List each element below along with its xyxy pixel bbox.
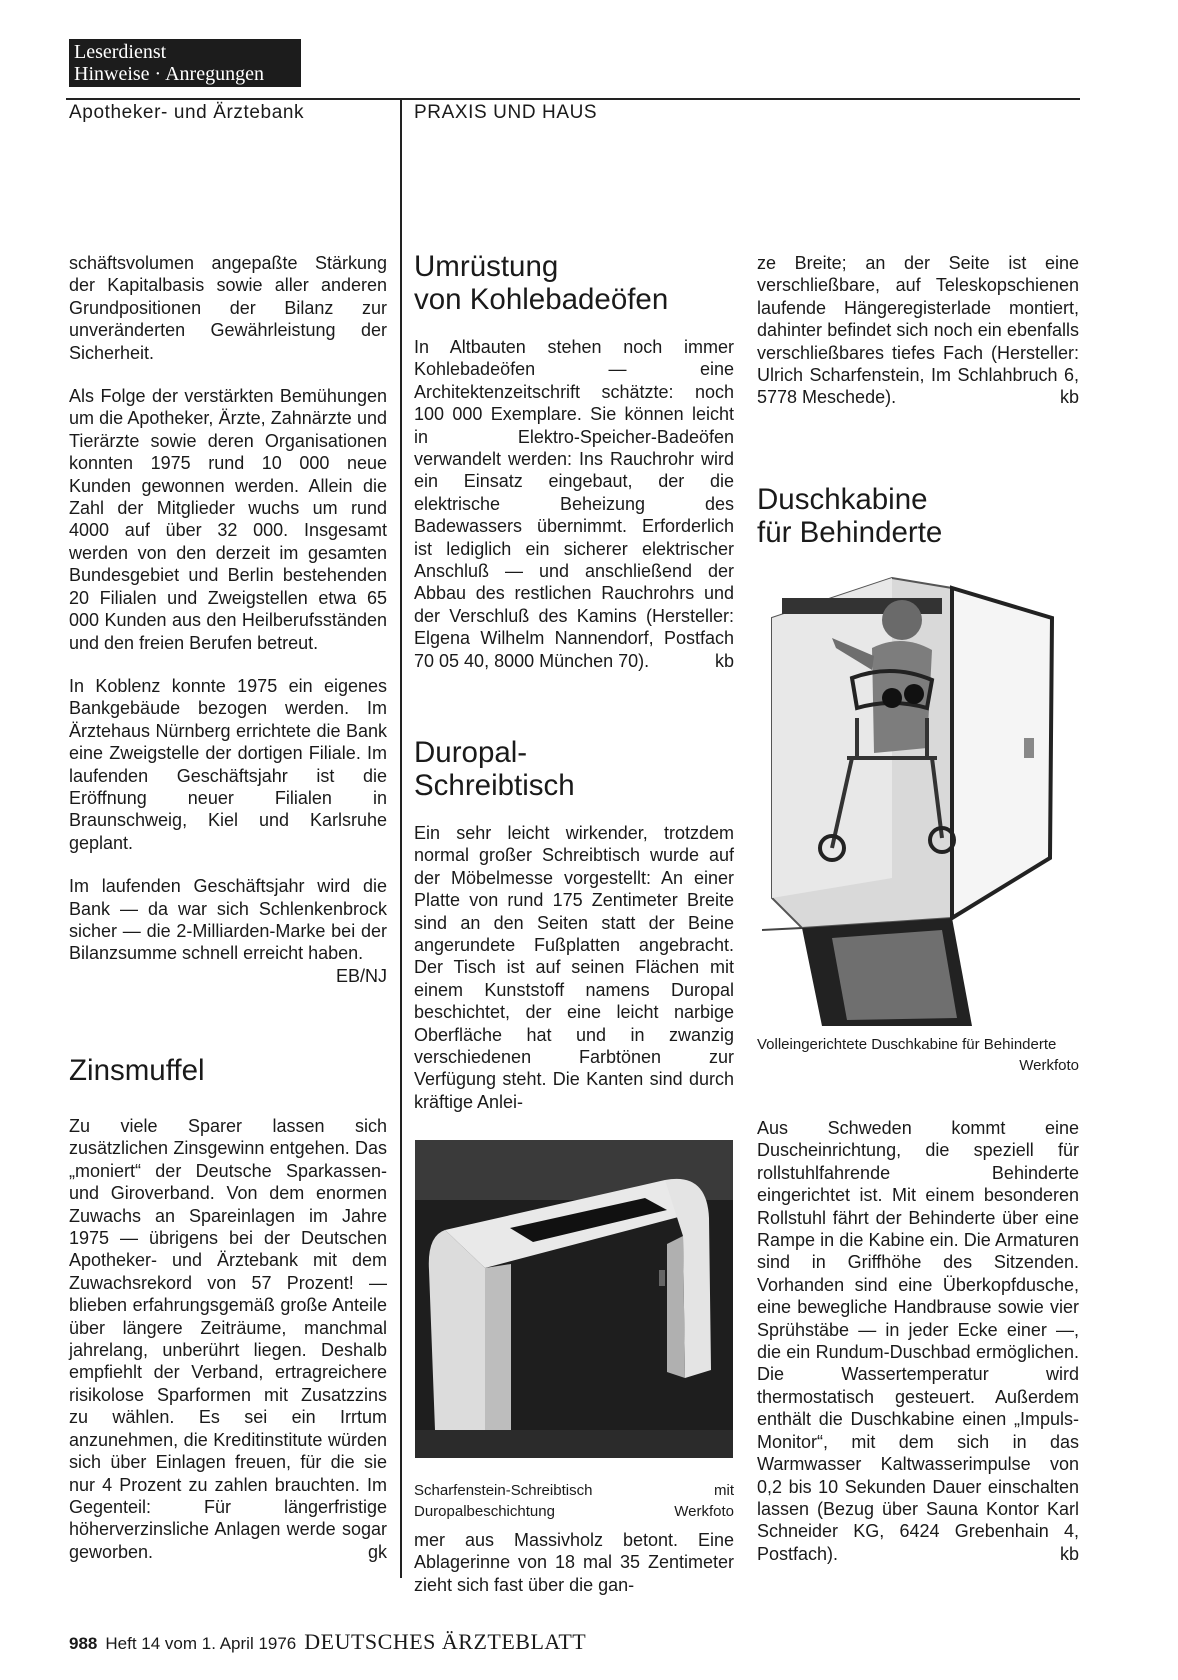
paragraph: [414, 336, 734, 672]
paragraph: [757, 1117, 1079, 1565]
paragraph: schäftsvolumen angepaßte Stärkung der Kapitalbasis sowie aller anderen Grundpositionen der Bilanz zur unveränderten Gewährleistung der Sicherheit.: [69, 253, 387, 363]
paragraph: In Koblenz konnte 1975 ein eigenes Bankgebäude bezogen werden. Im Ärztehaus Nürnberg errichtete die Bank eine Zweigstelle der dortigen Filiale. Im laufenden Geschäftsjahr ist die Eröffnung neuer Filialen in Braunschweig, Kiel und Karlsruhe geplant.: [69, 675, 387, 853]
bank-article-continued: [69, 252, 387, 987]
zinsmuffel-heading: [69, 1054, 387, 1087]
desk-photo-caption: [414, 1480, 734, 1522]
article-heading: Zinsmuffel: [69, 1054, 205, 1087]
paragraph: Als Folge der verstärkten Bemühungen um die Apotheker, Ärzte, Zahnärzte und Tierärzte sowie deren Organisationen konnten 1975 rund 10 000 neue Kunden gewonnen werden. Allein die Zahl der Mitglieder wuchs um rund 4000 auf über 32 000. Insgesamt werden von den derzeit im gesamten Bundesgebiet und Berlin bestehenden 20 Filialen und Zweigstellen etwa 65 000 Kunden aus den Heilberufsständen und den freien Berufen betreut.: [69, 386, 387, 653]
author-signature: kb: [714, 650, 734, 671]
caption-text: Volleingerichtete Duschkabine für Behinderte: [757, 1036, 1057, 1053]
rubric-left: Apotheker- und Ärztebank: [69, 102, 305, 123]
section-tag-line2: Hinweise · Anregungen: [74, 63, 264, 85]
author-signature: kb: [1059, 1543, 1079, 1564]
desk-photo: [415, 1140, 733, 1458]
umruestung-heading: [414, 250, 744, 316]
author-signature: EB/NJ: [335, 965, 387, 986]
photo-credit: Werkfoto: [674, 1503, 734, 1520]
caption-text: Scharfenstein-Schreibtisch mit Duropalbeschichtung: [414, 1482, 734, 1520]
heading-line: Duschkabine: [757, 483, 928, 516]
paragraph-text: Im laufenden Geschäftsjahr wird die Bank — da war sich Schlenkenbrock sicher — die 2-Milliarden-Marke bei der Bilanzsumme schnell erreicht haben.: [69, 876, 387, 964]
paragraph-text: Zu viele Sparer lassen sich zusätzlichen Zinsgewinn entgehen. Das „moniert“ der Deutsche Sparkassen- und Giroverband. Von dem enormen Zuwachs an Spareinlagen im Jahre 1975 — übrigens bei der Deutschen Apotheker- und Ärztebank mit dem Zuwachsrekord von 57 Prozent! — blieben erfahrungsgemäß große Anteile über längere Zeiträume, manchmal jahrelang, unberührt liegen. Deshalb empfiehlt der Verband, ertragreichere risikolose Sparformen mit Zusatzzins zu wählen. Es sei ein Irrtum anzunehmen, die Kreditinstitute würden sich über Einlagen freuen, für die sie nur 4 Prozent zu zahlen brauchten. Im Gegenteil: Für längerfristige höherverzinsliche Anlagen werde sogar geworben.: [69, 1116, 387, 1562]
paragraph-text: Aus Schweden kommt eine Duscheinrichtung, die speziell für rollstuhlfahrende Behinderte eingerichtet ist. Mit einem besonderen Rollstuhl fährt der Behinderte über eine Rampe in die Kabine ein. Die Armaturen sind in Griffhöhe des Sitzenden. Vorhanden sind eine Überkopfdusche, eine bewegliche Handbrause sowie vier Sprühstäbe — in jeder Ecke einer —, die ein Rundum-Duschbad ermöglichen. Die Wassertemperatur wird thermostatisch gesteuert. Außerdem enthält die Duschkabine einen „Impuls-Monitor“, mit dem sich in das Warmwasser Kaltwasserimpulse von 0,2 bis 10 Sekunden Dauer einschalten lassen (Bezug über Sauna Kontor Karl Schneider KG, 6424 Grebenhain 4, Postfach).: [757, 1118, 1079, 1564]
magazine-name: DEUTSCHES ÄRZTEBLATT: [304, 1629, 587, 1654]
page-number: 988: [69, 1634, 98, 1653]
heading-line: Umrüstung: [414, 250, 559, 283]
paragraph-text: In Altbauten stehen noch immer Kohlebadeöfen — eine Architektenzeitschrift schätzte: noch 100 000 Exemplare. Sie können leicht in Elektro-Speicher-Badeöfen verwandelt werden: Ins Rauchrohr wird ein Einsatz eingebaut, der die elektrische Beheizung des Badewassers übernimmt. Erforderlich ist lediglich ein sicherer elektrischer Anschluß — und anschließend der Abbau des restlichen Rauchrohrs und der Verschluß des Kamins (Hersteller: Elgena Wilhelm Nannendorf, Postfach 70 05 40, 8000 München 70).: [414, 337, 734, 671]
duschkabine-article: [757, 1117, 1079, 1565]
umruestung-article: [414, 336, 734, 672]
issue-info: Heft 14 vom 1. April 1976: [105, 1634, 297, 1653]
heading-line: Duropal-: [414, 736, 528, 769]
paragraph: [757, 252, 1079, 409]
zinsmuffel-article: [69, 1115, 387, 1563]
shower-photo-caption: [757, 1034, 1079, 1076]
heading-line: für Behinderte: [757, 516, 943, 549]
section-tag-line1: Leserdienst: [74, 41, 167, 63]
paragraph: mer aus Massivholz betont. Eine Ablagerinne von 18 mal 35 Zentimeter zieht sich fast über die gan-: [414, 1530, 734, 1595]
heading-line: von Kohlebadeöfen: [414, 283, 669, 316]
page-footer: [69, 1629, 586, 1655]
paragraph: [69, 875, 387, 986]
duropal-article: [414, 822, 734, 1113]
column-divider: [400, 98, 402, 1578]
rubric-right: PRAXIS UND HAUS: [414, 102, 598, 123]
duropal-article-end: [757, 252, 1079, 409]
paragraph: [69, 1115, 387, 1563]
photo-credit: Werkfoto: [1019, 1057, 1079, 1074]
duropal-heading: [414, 736, 744, 802]
duropal-article-continued: [414, 1529, 734, 1596]
shower-cabin-photo: [762, 558, 1062, 1026]
top-rule: [66, 98, 1080, 100]
paragraph-text: ze Breite; an der Seite ist eine verschließbare, auf Teleskopschienen laufende Hängeregisterlade montiert, dahinter befindet sich noch ein ebenfalls verschließbares tiefes Fach (Hersteller: Ulrich Scharfenstein, Im Schlahbruch 6, 5778 Meschede).: [757, 253, 1079, 408]
paragraph: Ein sehr leicht wirkender, trotzdem normal großer Schreibtisch wurde auf der Möbelmesse vorgestellt: An einer Platte von rund 175 Zentimeter Breite sind an den Seiten statt der Beine angerundete Fußplatten angebracht. Der Tisch ist auf seinen Flächen mit einem Kunststoff namens Duropal beschichtet, der eine leicht narbige Oberfläche hat und in zwanzig verschiedenen Farbtönen zur Verfügung steht. Die Kanten sind durch kräftige Anlei-: [414, 823, 734, 1112]
section-tag: [69, 39, 301, 87]
author-signature: kb: [1059, 387, 1079, 408]
author-signature: gk: [367, 1541, 387, 1562]
duschkabine-heading: [757, 483, 1087, 549]
heading-line: Schreibtisch: [414, 769, 575, 802]
